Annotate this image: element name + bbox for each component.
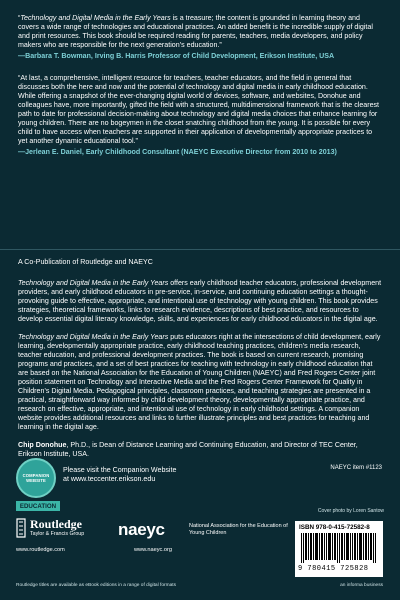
companion-url[interactable]: at www.teccenter.erikson.edu xyxy=(63,475,156,483)
quote-1 xyxy=(18,14,382,50)
naeyc-item-number: NAEYC item #1123 xyxy=(330,465,382,471)
paragraph-2 xyxy=(18,333,382,432)
barcode-icon xyxy=(299,533,379,563)
author-name: Chip Donohue xyxy=(18,441,67,449)
author-bio-text: , Ph.D., is Dean of Distance Learning and Continuing Education, and Director of TEC Center, Erikson Institute, USA. xyxy=(18,441,358,458)
routledge-logo xyxy=(16,515,106,545)
companion-line-1: Please visit the Companion Website xyxy=(63,466,177,474)
quote-2-text: “At last, a comprehensive, intelligent resource for teachers, teacher educators, and the field in general that discusses both the here and now and the potential of technology and digital media in early childhood education. While offering a snapshot of the ever-changing digital world of devices, software, and websites, Donohue and colleagues have, more importantly, gifted the field with a structured, multidimensional framework that is the clearest path to date for professional decision-making about technology and digital media choices that enhance learning for young children. There are no bogeymen in the closet snatching childhood from the young. It is possible for every child to have access when teachers are supported in their application of developmentally appropriate practices to yet another dynamic educational tool.” xyxy=(18,74,380,145)
naeyc-url[interactable]: www.naeyc.org xyxy=(134,547,172,553)
isbn: ISBN 978-0-415-72582-8 xyxy=(299,524,370,531)
naeyc-logo: naeyc xyxy=(118,520,165,539)
endorsements xyxy=(18,14,382,170)
naeyc-description: National Association for the Education of Young Children xyxy=(189,523,288,536)
cover-photo-credit: Cover photo by Loren Santow xyxy=(317,508,384,514)
barcode-digits: 9 780415 725828 xyxy=(298,565,369,573)
ebook-note: Routledge titles are available as eBook editions in a range of digital formats xyxy=(16,583,176,588)
companion-website-badge xyxy=(16,458,56,498)
barcode-box xyxy=(295,521,383,577)
paragraph-2-title: Technology and Digital Media in the Early Years xyxy=(18,333,169,341)
education-label: EDUCATION xyxy=(16,501,60,511)
routledge-url[interactable]: www.routledge.com xyxy=(16,547,65,553)
author-bio xyxy=(18,441,382,459)
quote-1-text: is a treasure; the content is grounded in learning theory and covers a wide range of technologies and educational practices. An added benefit is the incredible supply of digital and print resources. This book should be required reading for parents, teachers, media developers, and policy makers who are responsible for the next generation’s education.” xyxy=(18,14,373,49)
routledge-subtitle: Taylor & Francis Group xyxy=(30,531,85,537)
companion-website-info xyxy=(63,466,176,484)
paragraph-1-title: Technology and Digital Media in the Early Years xyxy=(18,279,169,287)
co-publication: A Co-Publication of Routledge and NAEYC xyxy=(18,258,153,266)
quote-1-attribution: —Barbara T. Bowman, Irving B. Harris Professor of Child Development, Erikson Institute, USA xyxy=(18,52,335,60)
companion-badge-text: COMPANION WEBSITE xyxy=(22,473,50,483)
quote-1-title: Technology and Digital Media in the Early Years xyxy=(20,14,171,22)
routledge-mark-icon xyxy=(16,517,26,539)
quote-1-open: “ xyxy=(18,14,21,22)
divider xyxy=(0,249,400,250)
quote-2-attribution: —Jerlean E. Daniel, Early Childhood Consultant (NAEYC Executive Director from 2010 to 2013) xyxy=(18,148,337,156)
paragraph-1 xyxy=(18,279,382,324)
informa-tagline: an informa business xyxy=(340,583,383,588)
paragraph-1-text: offers early childhood teacher educators, professional development providers, and early childhood educators in pre-service, in-service, and continuing education settings a thought-provoking guide to effective, appropriate, and intentional use of technology with young children. This book provides strategies, theoretical frameworks, links to research evidence, descriptions of best practice, and resources to develop essential digital literacy knowledge, skills, and experiences for early childhood educators in the digital age. xyxy=(18,279,382,323)
routledge-name: Routledge xyxy=(30,517,82,531)
description xyxy=(18,258,382,468)
paragraph-2-text: puts educators right at the intersections of child development, early learning, developmentally appropriate practice, early childhood teaching practices, children’s media research, teacher education, and professional development practices. The book is based on current research, promising programs and practices, and a set of best practices for teaching with technology in early childhood education that are based on the National Association for the Education of Young Children (NAEYC) and Fred Rogers Center joint position statement on Technology and Interactive Media and the Fred Rogers Center Framework for Quality in Children’s Digital Media. Pedagogical principles, classroom practices, and teaching strategies are presented in a practical, straightforward way informed by child development theory, developmentally appropriate practice, and research on effective, appropriate, and intentional use of technology in early childhood settings. A companion website provides additional resources and links to further illustrate principles and best practices for teaching and learning in the digital age. xyxy=(18,333,381,431)
